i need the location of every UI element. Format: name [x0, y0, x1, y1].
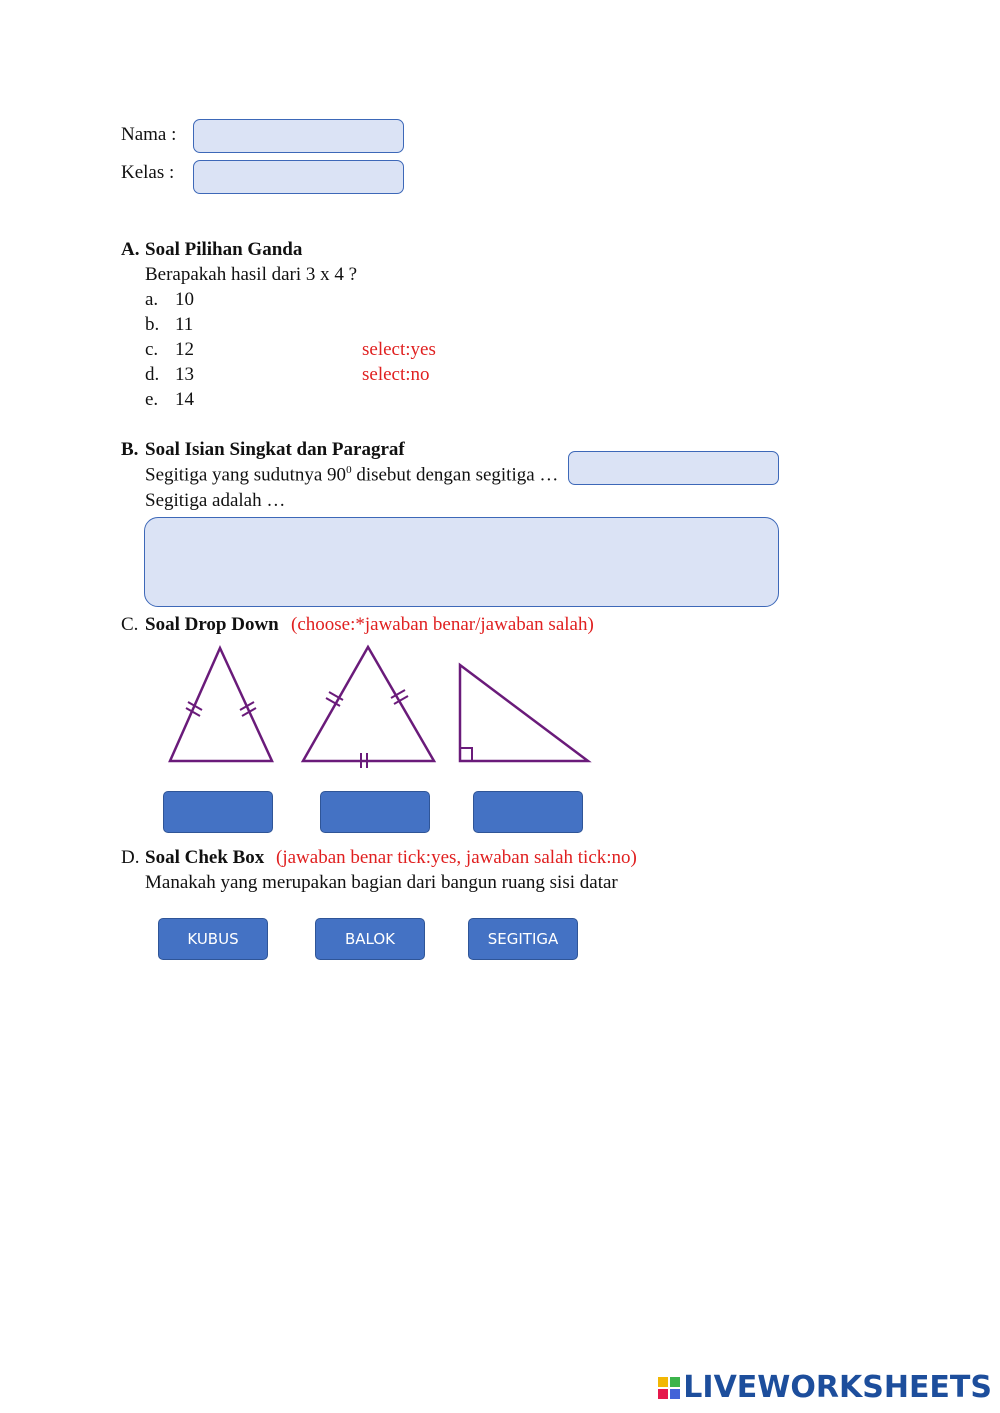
dropdown-triangle-3[interactable]	[473, 791, 583, 833]
section-a-title: Soal Pilihan Ganda	[145, 239, 303, 260]
option-d-note: select:no	[362, 364, 430, 385]
section-c-letter: C.	[121, 614, 139, 635]
short-answer-input[interactable]	[568, 451, 779, 485]
checkbox-kubus[interactable]: KUBUS	[158, 918, 268, 960]
section-a-letter: A.	[121, 239, 140, 260]
isosceles-triangle-image	[150, 640, 290, 770]
section-d-question: Manakah yang merupakan bagian dari bangun ruang sisi datar	[145, 872, 618, 893]
option-a-letter: a.	[145, 289, 159, 310]
option-e-letter: e.	[145, 389, 159, 410]
checkbox-segitiga[interactable]: SEGITIGA	[468, 918, 578, 960]
section-b-question-1	[145, 465, 558, 484]
logo-cubes-icon	[658, 1377, 680, 1399]
option-c-note: select:yes	[362, 339, 436, 360]
section-a-question: Berapakah hasil dari 3 x 4 ?	[145, 264, 358, 285]
section-b-letter: B.	[121, 439, 139, 460]
option-c-letter: c.	[145, 339, 159, 360]
dropdown-triangle-1[interactable]	[163, 791, 273, 833]
section-b-title: Soal Isian Singkat dan Paragraf	[145, 439, 405, 460]
option-d-value[interactable]: 13	[175, 364, 194, 385]
logo-text: LIVEWORKSHEETS	[683, 1370, 992, 1405]
section-c-note: (choose:*jawaban benar/jawaban salah)	[291, 614, 594, 635]
option-b-value[interactable]: 11	[175, 314, 194, 335]
section-d-letter: D.	[121, 847, 140, 868]
checkbox-balok[interactable]: BALOK	[315, 918, 425, 960]
option-c-value[interactable]: 12	[175, 339, 194, 360]
name-label: Nama :	[121, 124, 177, 145]
section-d-note: (jawaban benar tick:yes, jawaban salah tick:no)	[276, 847, 637, 868]
degree-superscript: 0	[346, 464, 352, 476]
option-d-letter: d.	[145, 364, 160, 385]
question-1-text-end: disebut dengan segitiga …	[351, 464, 559, 486]
right-triangle-image	[452, 655, 597, 770]
paragraph-answer-textarea[interactable]	[144, 517, 779, 607]
section-d-title: Soal Chek Box	[145, 847, 265, 868]
equilateral-triangle-image	[295, 640, 445, 770]
section-c-title: Soal Drop Down	[145, 614, 279, 635]
option-a-value[interactable]: 10	[175, 289, 194, 310]
option-e-value[interactable]: 14	[175, 389, 194, 410]
option-b-letter: b.	[145, 314, 160, 335]
section-b-question-2: Segitiga adalah …	[145, 490, 286, 511]
dropdown-triangle-2[interactable]	[320, 791, 430, 833]
name-input[interactable]	[193, 119, 404, 153]
liveworksheets-logo	[658, 1370, 992, 1405]
question-1-text-start: Segitiga yang sudutnya 90	[145, 464, 347, 486]
class-label: Kelas :	[121, 162, 175, 183]
class-input[interactable]	[193, 160, 404, 194]
